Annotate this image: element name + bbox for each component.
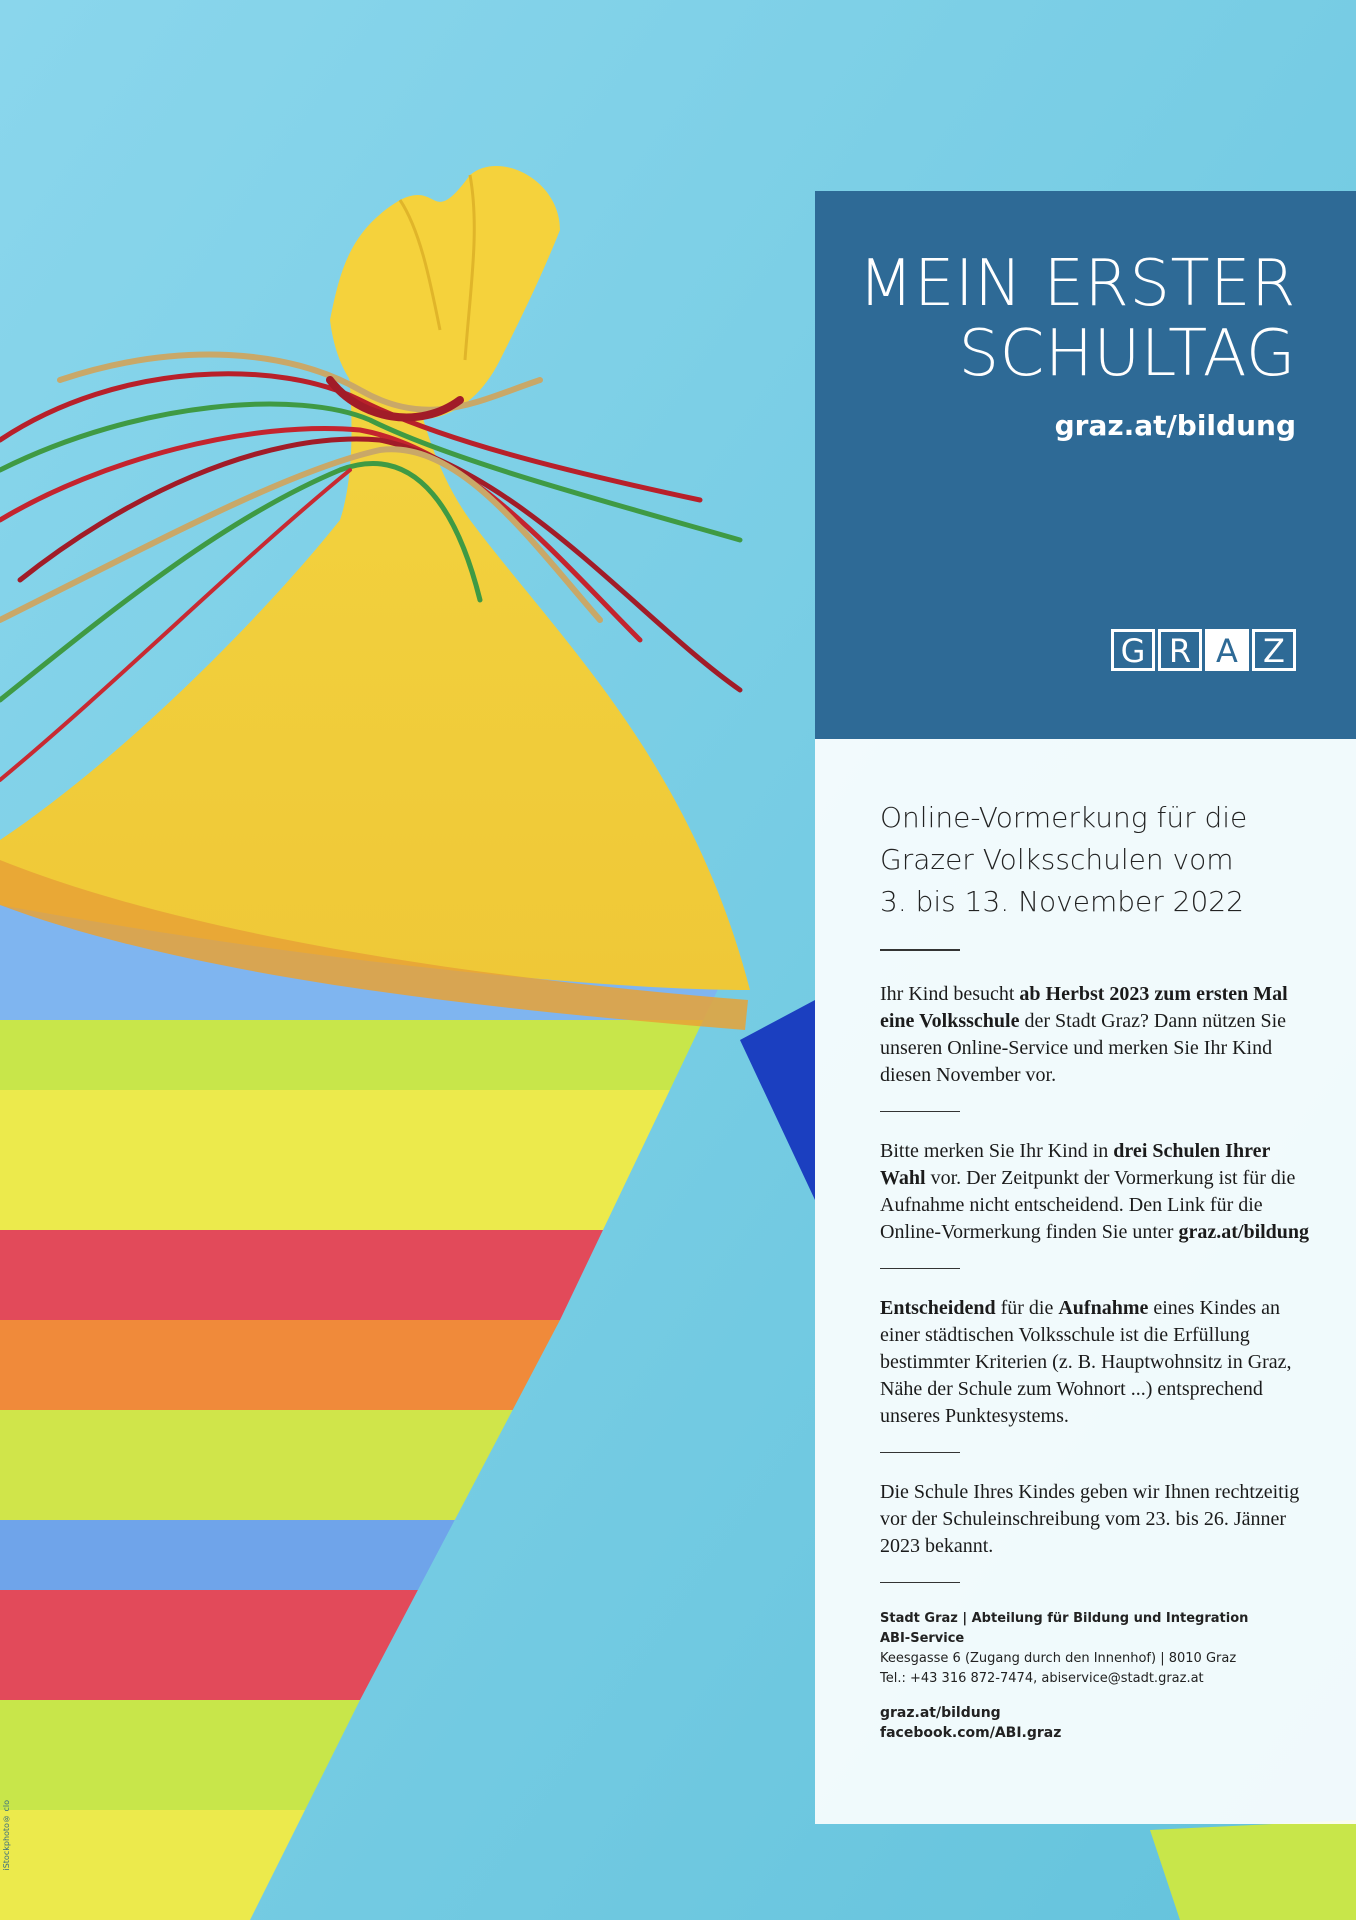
logo-letter-a: A: [1205, 629, 1249, 671]
bold-span: drei Schulen Ihrer Wahl: [880, 1140, 1270, 1189]
headline-line-3: 3. bis 13. November 2022: [880, 885, 1244, 918]
web-link[interactable]: graz.at/bildung: [880, 1705, 1001, 1721]
contact-service: ABI-Service: [880, 1631, 965, 1646]
header-url-link[interactable]: graz.at/bildung: [1054, 409, 1296, 442]
bold-span: ab Herbst 2023 zum ersten Mal eine Volksschule: [880, 983, 1288, 1032]
contact-address: Keesgasse 6 (Zugang durch den Innenhof) | 8010 Graz: [880, 1651, 1237, 1666]
photo-credit: iStockphoto® clo: [2, 1800, 11, 1871]
facebook-link[interactable]: facebook.com/ABI.graz: [880, 1725, 1062, 1741]
text-span: Ihr Kind besucht: [880, 983, 1020, 1005]
graz-logo: [1111, 629, 1296, 671]
header-panel: [815, 191, 1356, 739]
title-line-1: MEIN ERSTER: [858, 247, 1296, 321]
text-span: für die: [995, 1297, 1059, 1319]
logo-letter-r: R: [1158, 629, 1202, 671]
paragraph-criteria: [880, 1295, 1320, 1430]
info-panel: [815, 739, 1356, 1824]
headline: [880, 797, 1320, 923]
divider: [880, 1111, 960, 1112]
divider: [880, 1452, 960, 1453]
contact-phone-email: Tel.: +43 316 872-7474, abiservice@stadt.graz.at: [880, 1671, 1204, 1686]
headline-line-2: Grazer Volksschulen vom: [880, 843, 1234, 876]
divider: [880, 949, 960, 951]
bold-span: Aufnahme: [1058, 1297, 1149, 1319]
contact-block: [880, 1609, 1320, 1689]
contact-org: Stadt Graz | Abteilung für Bildung und Integration: [880, 1611, 1249, 1626]
text-span: vor. Der Zeitpunkt der Vormerkung ist für die Aufnahme nicht entscheidend. Den Link für die Online-Vormerkung finden Sie unter: [880, 1167, 1296, 1243]
bildung-link[interactable]: graz.at/bildung: [1178, 1221, 1310, 1243]
paragraph-announcement: Die Schule Ihres Kindes geben wir Ihnen rechtzeitig vor der Schuleinschreibung vom 23. bis 26. Jänner 2023 bekannt.: [880, 1481, 1300, 1557]
divider: [880, 1268, 960, 1269]
text-span: Bitte merken Sie Ihr Kind in: [880, 1140, 1114, 1162]
bold-span: Entscheidend: [880, 1297, 996, 1319]
logo-letter-g: G: [1111, 629, 1155, 671]
text-span: der Stadt Graz? Dann nützen Sie unseren Online-Service und merken Sie Ihr Kind diesen November vor.: [880, 1010, 1287, 1086]
paragraph-intro: [880, 981, 1320, 1089]
info-content: [880, 797, 1320, 1743]
paragraph-schools: [880, 1138, 1320, 1246]
logo-letter-z: Z: [1252, 629, 1296, 671]
headline-line-1: Online-Vormerkung für die: [880, 801, 1248, 834]
title-line-2: SCHULTAG: [958, 317, 1296, 391]
divider: [880, 1582, 960, 1583]
link-list: [880, 1703, 1320, 1743]
page-title: [858, 249, 1296, 389]
text-span: eines Kindes an einer städtischen Volksschule ist die Erfüllung bestimmter Kriterien (z. B. Hauptwohnsitz in Graz, Nähe der Schule zum Wohnort ...) entsprechend unseres Punktesystems.: [880, 1297, 1292, 1427]
